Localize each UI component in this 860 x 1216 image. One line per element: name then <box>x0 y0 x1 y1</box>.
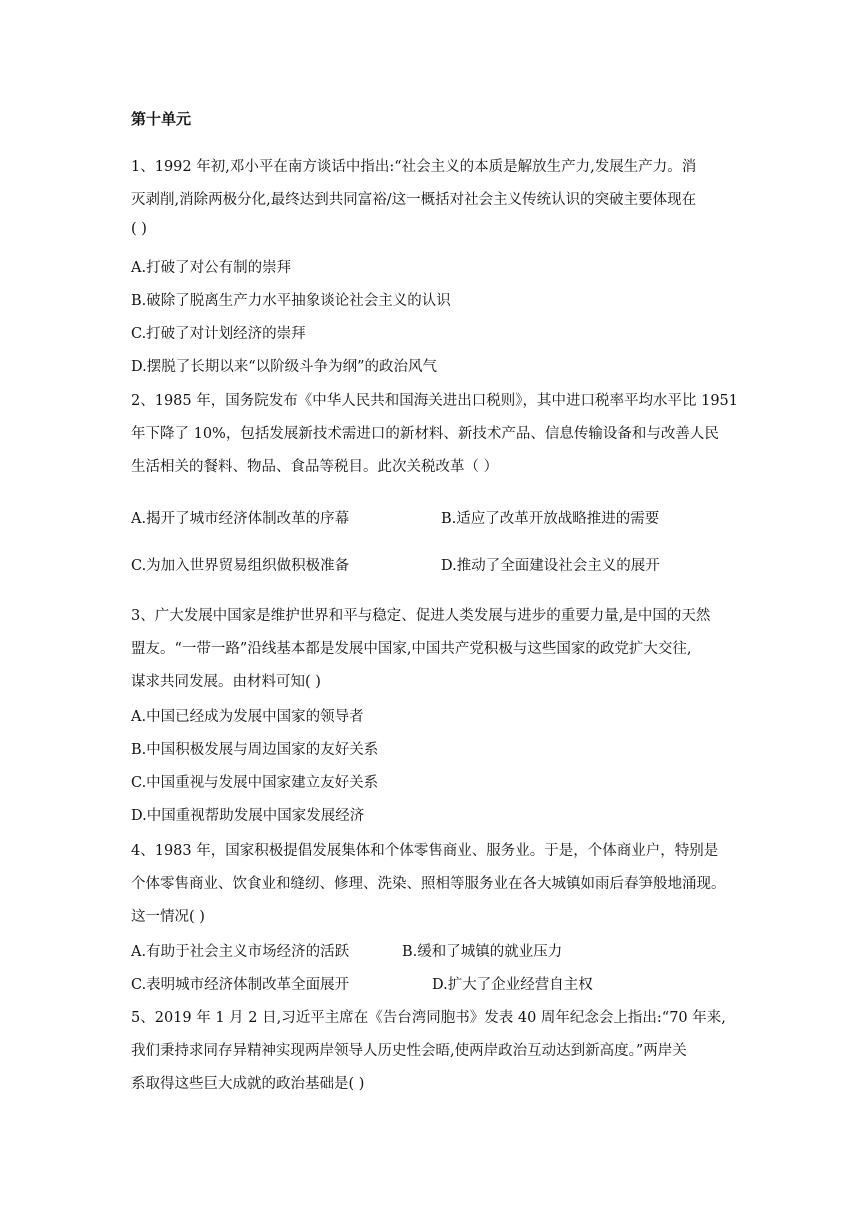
question-4-option-a: A.有助于社会主义市场经济的活跃 <box>131 944 350 960</box>
question-3-option-a: A.中国已经成为发展中国家的领导者 <box>131 709 364 725</box>
question-2-option-d: D.推动了全面建设社会主义的展开 <box>441 558 660 574</box>
question-4-option-b: B.缓和了城镇的就业压力 <box>402 944 563 960</box>
question-4-stem-line-2: 个体零售商业、饮食业和缝纫、修理、洗染、照相等服务业在各大城镇如雨后春笋般地涌现。 <box>131 876 726 892</box>
question-4-option-c: C.表明城市经济体制改革全面展开 <box>131 977 350 993</box>
question-3-stem-line-3: 谋求共同发展。由材料可知( ) <box>131 674 321 690</box>
question-2-stem-line-2: 年下降了 10%，包括发展新技术需进口的新材料、新技术产品、信息传输设备和与改善人民 <box>131 426 719 442</box>
question-4-stem-line-3: 这一情况( ) <box>131 909 205 925</box>
question-3-option-c: C.中国重视与发展中国家建立友好关系 <box>131 775 379 791</box>
question-4-stem-line-1: 4、1983 年，国家积极提倡发展集体和个体零售商业、服务业。于是，个体商业户，特别是 <box>131 843 719 859</box>
unit-title: 第十单元 <box>131 110 192 128</box>
question-1-option-b: B.破除了脱离生产力水平抽象谈论社会主义的认识 <box>131 293 451 309</box>
question-2-stem-line-1: 2、1985 年，国务院发布《中华人民共和国海关进出口税则》，其中进口税率平均水平比 1951 <box>131 393 738 409</box>
question-3-stem-line-1: 3、广大发展中国家是维护世界和平与稳定、促进人类发展与进步的重要力量,是中国的天然 <box>131 608 711 624</box>
question-3-stem-line-2: 盟友。“一带一路”沿线基本都是发展中国家,中国共产党积极与这些国家的政党扩大交往, <box>131 641 692 657</box>
question-5-stem-line-2: 我们秉持求同存异精神实现两岸领导人历史性会晤,使两岸政治互动达到新高度。”两岸关 <box>131 1043 687 1059</box>
question-2-option-c: C.为加入世界贸易组织做积极准备 <box>131 558 350 574</box>
question-1-stem-line-1: 1、1992 年初,邓小平在南方谈话中指出:“社会主义的本质是解放生产力,发展生产力。消 <box>131 159 697 175</box>
question-5-stem-line-1: 5、2019 年 1 月 2 日,习近平主席在《告台湾同胞书》发表 40 周年纪念会上指出:“70 年来, <box>131 1010 726 1026</box>
question-2-option-b: B.适应了改革开放战略推进的需要 <box>441 511 660 527</box>
question-4-option-d: D.扩大了企业经营自主权 <box>432 977 593 993</box>
question-3-option-d: D.中国重视帮助发展中国家发展经济 <box>131 808 365 824</box>
question-2-stem-line-3: 生活相关的餐料、物品、食品等税目。此次关税改革（ ） <box>131 459 499 475</box>
question-1-stem-line-2: 灭剥削,消除两极分化,最终达到共同富裕/这一概括对社会主义传统认识的突破主要体现在 <box>131 192 697 208</box>
question-1-option-d: D.摆脱了长期以来“以阶级斗争为纲”的政治风气 <box>131 359 438 375</box>
question-1-stem-line-3: ( ) <box>131 221 147 237</box>
question-5-stem-line-3: 系取得这些巨大成就的政治基础是( ) <box>131 1076 365 1092</box>
question-3-option-b: B.中国积极发展与周边国家的友好关系 <box>131 742 379 758</box>
question-2-option-a: A.揭开了城市经济体制改革的序幕 <box>131 511 350 527</box>
question-1-option-c: C.打破了对计划经济的崇拜 <box>131 326 306 342</box>
question-1-option-a: A.打破了对公有制的崇拜 <box>131 260 292 276</box>
